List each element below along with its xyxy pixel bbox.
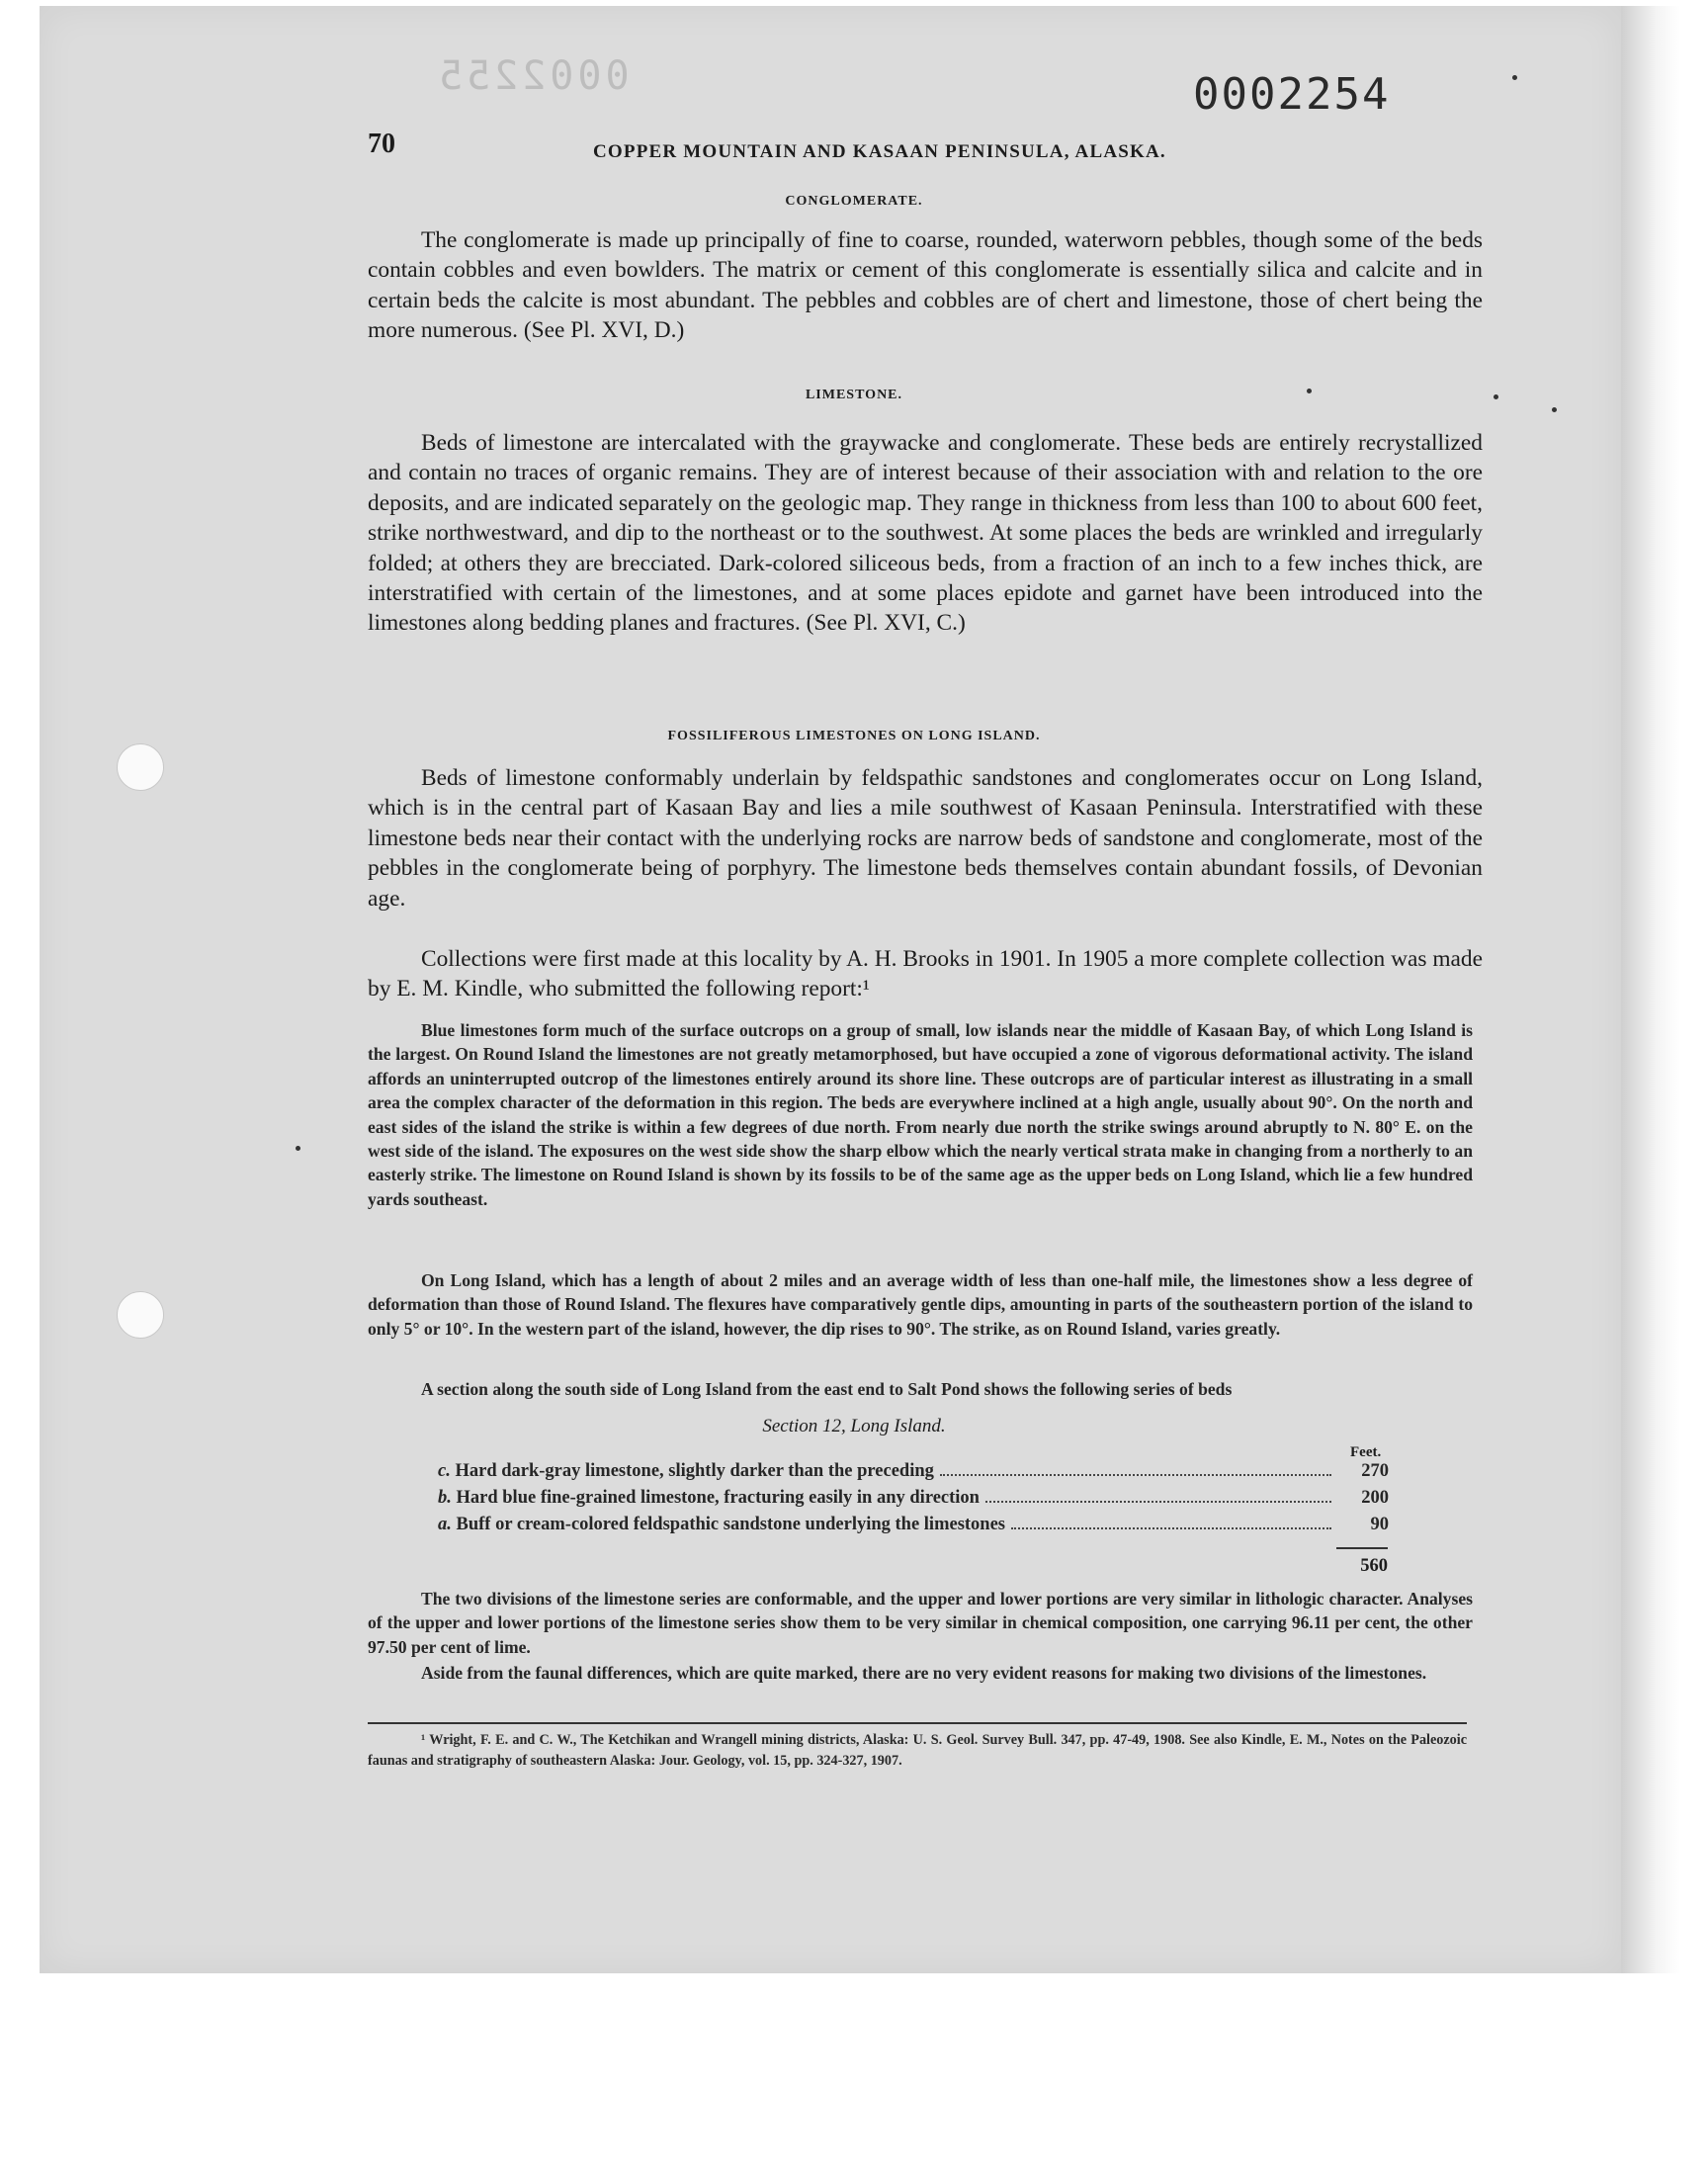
row-description: Hard blue fine-grained limestone, fracturing easily in any direction <box>456 1488 980 1508</box>
leader-dots <box>985 1501 1331 1503</box>
scan-speck <box>1552 407 1557 412</box>
scan-speck <box>1512 75 1517 80</box>
closing-paragraph-divisions: The two divisions of the limestone series are conformable, and the upper and lower portions are very similar in lithologic character. Analyses of the upper and lower portions of the limestone series show them to be very similar in chemical composition, one carrying 96.11 per cent, the other 97.50 per cent of lime. <box>368 1589 1473 1657</box>
row-letter: b. <box>438 1488 452 1508</box>
row-description: Hard dark-gray limestone, slightly darker than the preceding <box>455 1461 934 1481</box>
section-table-title: Section 12, Long Island. <box>762 1416 946 1436</box>
row-description: Buff or cream-colored feldspathic sandstone underlying the limestones <box>456 1515 1006 1534</box>
section-table-row <box>438 1461 1389 1482</box>
section-table-row <box>438 1488 1389 1509</box>
leader-dots <box>1011 1527 1331 1529</box>
row-thickness: 90 <box>1370 1515 1389 1534</box>
paragraph-conglomerate: The conglomerate is made up principally of fine to coarse, rounded, waterworn pebbles, though some of the beds contain cobbles and even bowlders. The matrix or cement of this conglomerate is essentially silica and calcite and in certain beds the calcite is most abundant. The pebbles and cobbles are of chert and limestone, those of chert being the more numerous. (See Pl. XVI, D.) <box>368 227 1483 344</box>
report-paragraph-long-island: On Long Island, which has a length of about 2 miles and an average width of less than one-half mile, the limestones show a less degree of deformation than those of Round Island. The flexures have comparatively gentle dips, amounting in parts of the southeastern portion of the island to only 5° or 10°. In the western part of the island, however, the dip rises to 90°. The strike, as on Round Island, varies greatly. <box>368 1270 1473 1339</box>
footnote-rule <box>368 1722 1467 1724</box>
punch-hole <box>117 743 164 791</box>
report-paragraph-section-intro: A section along the south side of Long Island from the east end to Salt Pond shows the following series of beds <box>421 1379 1233 1399</box>
scan-speck <box>296 1146 300 1151</box>
section-table-row <box>438 1515 1389 1535</box>
paragraph-limestone: Beds of limestone are intercalated with the graywacke and conglomerate. These beds are entirely recrystallized and contain no traces of organic remains. They are of interest because of their association with and relation to the ore deposits, and are indicated separately on the geologic map. They range in thickness from less than 100 to about 600 feet, strike northwestward, and dip to the northeast or to the southwest. At some places the beds are wrinkled and irregularly folded; at others they are brecciated. Dark-colored siliceous beds, from a fraction of an inch to a few inches thick, are interstratified with certain of the limestones, and at some places epidote and garnet have been introduced into the limestones along bedding planes and fractures. (See Pl. XVI, C.) <box>368 430 1483 637</box>
row-thickness: 270 <box>1361 1461 1389 1481</box>
closing-paragraph-faunal: Aside from the faunal differences, which are quite marked, there are no very evident reasons for making two divisions of the limestones. <box>421 1663 1427 1683</box>
row-letter: c. <box>438 1461 451 1481</box>
heading-limestone: LIMESTONE. <box>805 388 903 402</box>
punch-hole <box>117 1291 164 1339</box>
section-table-total: 560 <box>1360 1556 1388 1576</box>
paragraph-collections: Collections were first made at this locality by A. H. Brooks in 1901. In 1905 a more complete collection was made by E. M. Kindle, who submitted the following report:¹ <box>368 946 1483 1002</box>
leader-dots <box>940 1474 1331 1476</box>
row-letter: a. <box>438 1515 452 1534</box>
page-number: 70 <box>368 129 395 159</box>
paragraph-long-island: Beds of limestone conformably underlain by feldspathic sandstones and conglomerates occur on Long Island, which is in the central part of Kasaan Bay and lies a mile southwest of Kasaan Peninsula. Interstratified with these limestone beds near their contact with the underlying rocks are narrow beds of sandstone and conglomerate, most of the pebbles in the conglomerate being of porphyry. The limestone beds themselves contain abundant fossils, of Devonian age. <box>368 765 1483 912</box>
heading-fossiliferous-limestones: FOSSILIFEROUS LIMESTONES ON LONG ISLAND. <box>667 729 1041 743</box>
report-paragraph-round-island: Blue limestones form much of the surface outcrops on a group of small, low islands near the middle of Kasaan Bay, of which Long Island is the largest. On Round Island the limestones are not greatly metamorphosed, but have occupied a zone of vigorous deformational activity. The island affords an uninterrupted outcrop of the limestones entirely around its shore line. These outcrops are of particular interest as illustrating in a small area the complex character of the deformation in this region. The beds are everywhere inclined at a high angle, usually about 90°. On the north and east sides of the island the strike is within a few degrees of due north. From nearly due north the strike swings around abruptly to N. 80° E. on the west side of the island. The exposures on the west side show the sharp elbow which the nearly vertical strata make in changing from a northerly to an easterly strike. The limestone on Round Island is shown by its fossils to be of the same age as the upper beds on Long Island, which lie a few hundred yards southeast. <box>368 1020 1473 1209</box>
document-stamp-number: 0002254 <box>1193 69 1391 120</box>
total-rule <box>1336 1547 1388 1549</box>
bleed-through-stamp: 0002255 <box>435 53 630 99</box>
row-thickness: 200 <box>1361 1488 1389 1508</box>
footnote: ¹ Wright, F. E. and C. W., The Ketchikan and Wrangell mining districts, Alaska: U. S. Geol. Survey Bull. 347, pp. 47-49, 1908. See also Kindle, E. M., Notes on the Paleozoic faunas and stratigraphy of southeastern Alaska: Jour. Geology, vol. 15, pp. 324-327, 1907. <box>368 1732 1467 1769</box>
section-table-unit-header: Feet. <box>1350 1444 1382 1460</box>
running-head: COPPER MOUNTAIN AND KASAAN PENINSULA, ALASKA. <box>593 141 1166 162</box>
page-edge-shadow <box>1621 6 1680 1973</box>
heading-conglomerate: CONGLOMERATE. <box>785 194 923 209</box>
